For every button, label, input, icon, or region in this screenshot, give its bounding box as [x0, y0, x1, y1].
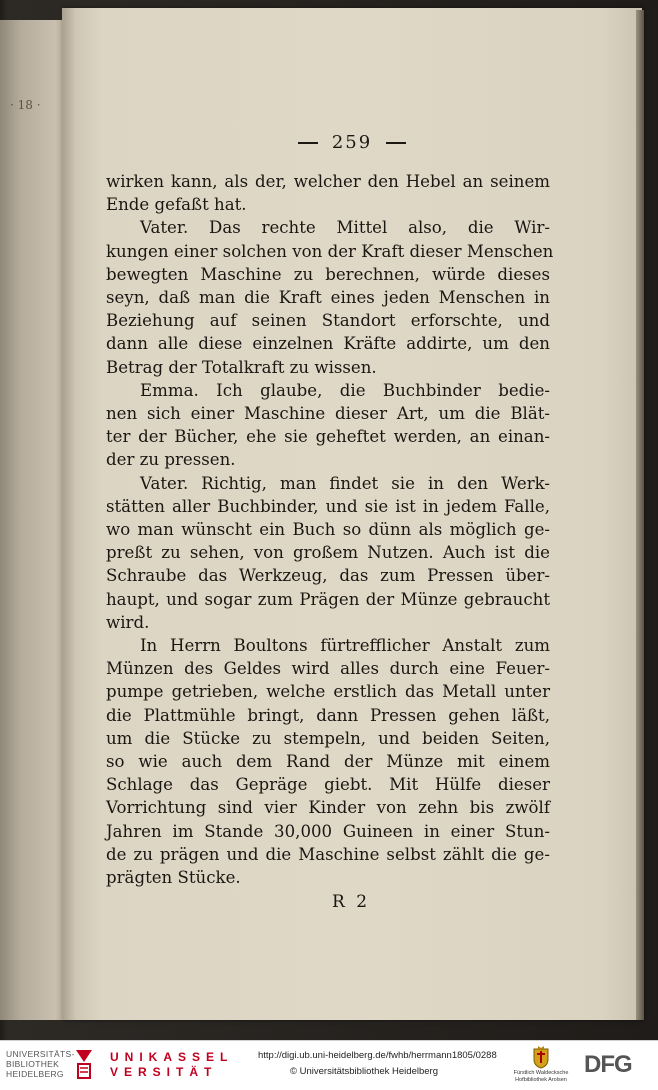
page-number-dash-left [298, 142, 318, 144]
text-line: Vorrichtung sind vier Kinder von zehn bis zwölf [106, 798, 550, 818]
uni-heidelberg-label[interactable]: UNIVERSITÄTS- BIBLIOTHEK HEIDELBERG [6, 1049, 75, 1079]
text-line: Vater. Das rechte Mittel also, die Wir- [140, 218, 550, 238]
text-line: Schlage das Gepräge giebt. Mit Hülfe dieser [106, 775, 550, 795]
arolsen-library-label: Fürstlich Waldecksche Hofbibliothek Arolsen [513, 1070, 569, 1083]
book-page [62, 8, 642, 1020]
text-line: Beziehung auf seinen Standort erforschte, und [106, 311, 550, 331]
coat-of-arms-icon [532, 1045, 550, 1069]
heidelberg-logo-icon[interactable] [74, 1048, 94, 1080]
text-line: prägten Stücke. [106, 868, 241, 888]
text-line: wird. [106, 612, 150, 632]
permalink-url[interactable]: http://digi.ub.uni-heidelberg.de/fwhb/herrmann1805/0288 [258, 1050, 497, 1061]
text-line: Vater. Richtig, man findet sie in den Werk- [140, 473, 550, 493]
page-number: 259 [62, 132, 642, 153]
text-line: preßt zu sehen, von großem Nutzen. Auch ist die [106, 543, 550, 563]
text-line: pumpe getrieben, welche erstlich das Metall unter [106, 682, 550, 702]
text-line: die Plattmühle bringt, dann Pressen gehen läßt, [106, 705, 550, 725]
text-line: de zu prägen und die Maschine selbst zählt die ge- [106, 844, 550, 864]
text-line: wo man wünscht ein Buch so dünn als möglich ge- [106, 520, 550, 540]
text-line: In Herrn Boultons fürtrefflicher Anstalt zum [140, 636, 550, 656]
facing-page-edge [0, 20, 70, 1020]
text-line: Emma. Ich glaube, die Buchbinder bedie- [140, 380, 550, 400]
facing-page-marks: · 18 · [10, 98, 41, 112]
text-line: kungen einer solchen von der Kraft dieser Menschen [106, 241, 554, 261]
text-line: ter der Bücher, ehe sie geheftet werden, an einan- [106, 427, 550, 447]
text-line: wirken kann, als der, welcher den Hebel an seinem [106, 172, 550, 191]
dfg-logo[interactable]: DFG [584, 1051, 632, 1078]
text-line: so wie auch dem Rand der Münze mit einem [106, 752, 550, 772]
printer-signature: R 2 [332, 892, 371, 912]
text-line: der zu pressen. [106, 450, 236, 470]
text-line: bewegten Maschine zu berechnen, würde dieses [106, 264, 550, 284]
viewer-footer [0, 1040, 658, 1090]
text-line: nen sich einer Maschine dieser Art, um die Blät- [106, 404, 550, 424]
text-line: Ende gefaßt hat. [106, 195, 247, 215]
page-text-block [106, 170, 554, 889]
text-line: Schraube das Werkzeug, das zum Pressen über- [106, 566, 550, 586]
uni-kassel-logo[interactable]: UNIKASSEL VERSITÄT [110, 1050, 234, 1079]
page-number-dash-right [386, 142, 406, 144]
text-line: Jahren im Stande 30,000 Guineen in einer Stun- [106, 821, 550, 841]
text-line: Münzen des Geldes wird alles durch eine Feuer- [106, 659, 550, 679]
text-line: dann alle diese einzelnen Kräfte addirte, um den [106, 334, 550, 354]
text-line: haupt, und sogar zum Prägen der Münze gebraucht [106, 589, 550, 609]
copyright-notice: © Universitätsbibliothek Heidelberg [290, 1066, 438, 1077]
text-line: stätten aller Buchbinder, und sie ist in jedem Falle, [106, 496, 550, 516]
text-line: Betrag der Totalkraft zu wissen. [106, 357, 377, 377]
page-right-edge [636, 10, 644, 1020]
text-line: um die Stücke zu stempeln, und beiden Seiten, [106, 728, 550, 748]
text-line: seyn, daß man die Kraft eines jeden Menschen in [106, 288, 550, 308]
